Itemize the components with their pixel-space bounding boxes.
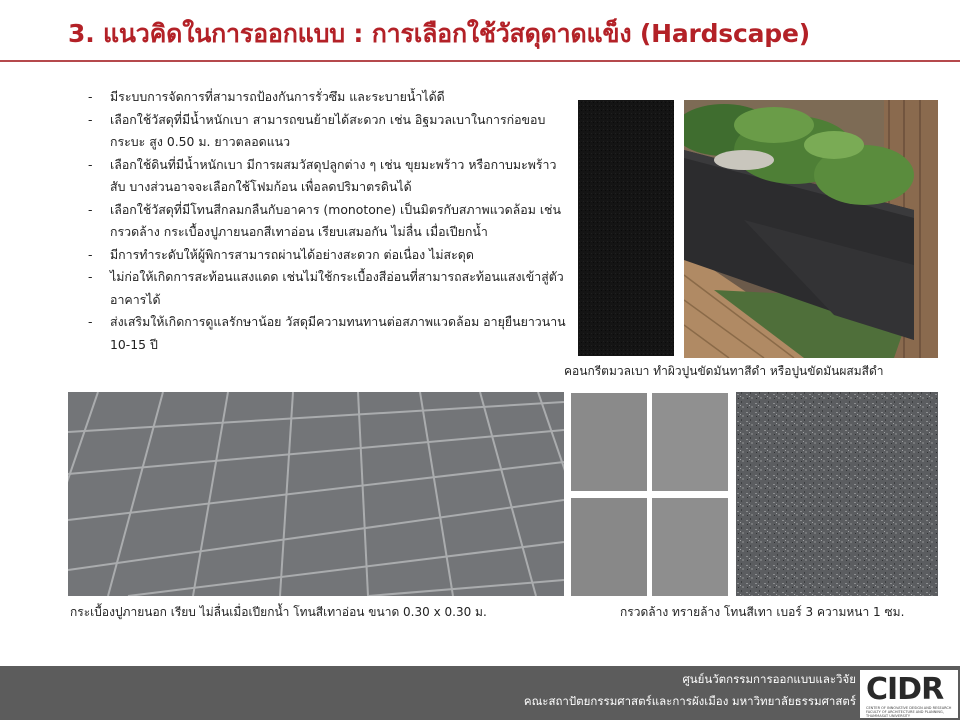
gray-swatch-1 [571, 393, 647, 491]
page-title: 3. แนวคิดในการออกแบบ : การเลือกใช้วัสดุดาดแข็ง (Hardscape) [68, 19, 810, 48]
bullet-text: เลือกใช้วัสดุที่มีน้ำหนักเบา สามารถขนย้ายได้สะดวก เช่น อิฐมวลเบาในการก่อขอบกระบะ สูง 0.50 ม. ยาวตลอดแนว [110, 111, 546, 149]
gravel-caption: กรวดล้าง ทรายล้าง โทนสีเทา เบอร์ 3 ความหนา 1 ซม. [620, 605, 905, 619]
design-bullet-list [88, 86, 568, 356]
black-finish-swatch [578, 100, 674, 356]
cidr-logo [860, 670, 958, 718]
logo-subtext: CENTER OF INNOVATIVE DESIGN AND RESEARCH FACULTY OF ARCHITECTURE AND PLANNING, THAMMASAT UNIVERSITY [866, 706, 952, 718]
title-divider [0, 60, 960, 62]
bullet-item: - เลือกใช้ดินที่มีน้ำหนักเบา มีการผสมวัสดุปลูกต่าง ๆ เช่น ขุยมะพร้าว หรือกาบมะพร้าวสับ บางส่วนอาจจะเลือกใช้โฟมก้อน เพื่อลดปริมาตรดินได้ [88, 156, 557, 194]
bullet-item: - เลือกใช้วัสดุที่มีน้ำหนักเบา สามารถขนย้ายได้สะดวก เช่น อิฐมวลเบาในการก่อขอบกระบะ สูง 0.50 ม. ยาวตลอดแนว [88, 111, 546, 149]
gray-swatch-2 [652, 393, 728, 491]
logo-mark: CIDR [866, 672, 944, 707]
gray-swatch-3 [571, 498, 647, 596]
gray-swatch-4 [652, 498, 728, 596]
footer-center-name: ศูนย์นวัตกรรมการออกแบบและวิจัย [682, 672, 856, 686]
bullet-item: - มีการทำระดับให้ผู้พิการสามารถผ่านได้อย่างสะดวก ต่อเนื่อง ไม่สะดุด [88, 246, 474, 262]
planter-photo [684, 100, 938, 358]
bullet-text: เลือกใช้วัสดุที่มีโทนสีกลมกลืนกับอาคาร (monotone) เป็นมิตรกับสภาพแวดล้อม เช่นกรวดล้าง กระเบื้องปูภายนอกสีเทาอ่อน เรียบเสมอกัน ไม่ลื่น เมื่อเปียกน้ำ [110, 201, 561, 239]
bullet-text: ไม่ก่อให้เกิดการสะท้อนแสงแดด เช่นไม่ใช้กระเบื้องสีอ่อนที่สามารถสะท้อนแสงเข้าสู่ตัวอาคารได้ [110, 269, 564, 307]
tile-floor-photo [68, 392, 564, 596]
bullet-text: ส่งเสริมให้เกิดการดูแลรักษาน้อย วัสดุมีความทนทานต่อสภาพแวดล้อม อายุยืนยาวนาน 10-15 ปี [110, 314, 566, 352]
footer-faculty-name: คณะสถาปัตยกรรมศาสตร์และการผังเมือง มหาวิทยาลัยธรรมศาสตร์ [523, 694, 856, 708]
bullet-text: เลือกใช้ดินที่มีน้ำหนักเบา มีการผสมวัสดุปลูกต่าง ๆ เช่น ขุยมะพร้าว หรือกาบมะพร้าวสับ บางส่วนอาจจะเลือกใช้โฟมก้อน เพื่อลดปริมาตรดินได้ [110, 156, 557, 194]
bullet-item: - มีระบบการจัดการที่สามารถป้องกันการรั่วซึม และระบายน้ำได้ดี [88, 89, 445, 104]
bullet-item: - ส่งเสริมให้เกิดการดูแลรักษาน้อย วัสดุมีความทนทานต่อสภาพแวดล้อม อายุยืนยาวนาน 10-15 ปี [88, 314, 566, 352]
bullet-text: มีการทำระดับให้ผู้พิการสามารถผ่านได้อย่างสะดวก ต่อเนื่อง ไม่สะดุด [110, 246, 474, 262]
footer-bar [0, 666, 960, 720]
bullet-item: - ไม่ก่อให้เกิดการสะท้อนแสงแดด เช่นไม่ใช้กระเบื้องสีอ่อนที่สามารถสะท้อนแสงเข้าสู่ตัวอาคารได้ [88, 269, 564, 307]
bullet-text: มีระบบการจัดการที่สามารถป้องกันการรั่วซึม และระบายน้ำได้ดี [110, 89, 445, 104]
gravel-texture-photo [736, 392, 938, 596]
planter-caption: คอนกรีตมวลเบา ทำผิวปูนขัดมันทาสีดำ หรือปูนขัดมันผสมสีดำ [564, 364, 884, 378]
tile-caption: กระเบื้องปูภายนอก เรียบ ไม่ลื่นเมื่อเปียกน้ำ โทนสีเทาอ่อน ขนาด 0.30 x 0.30 ม. [70, 605, 487, 619]
bullet-item: - เลือกใช้วัสดุที่มีโทนสีกลมกลืนกับอาคาร (monotone) เป็นมิตรกับสภาพแวดล้อม เช่นกรวดล้าง กระเบื้องปูภายนอกสีเทาอ่อน เรียบเสมอกัน ไม่ลื่น เมื่อเปียกน้ำ [88, 201, 561, 239]
